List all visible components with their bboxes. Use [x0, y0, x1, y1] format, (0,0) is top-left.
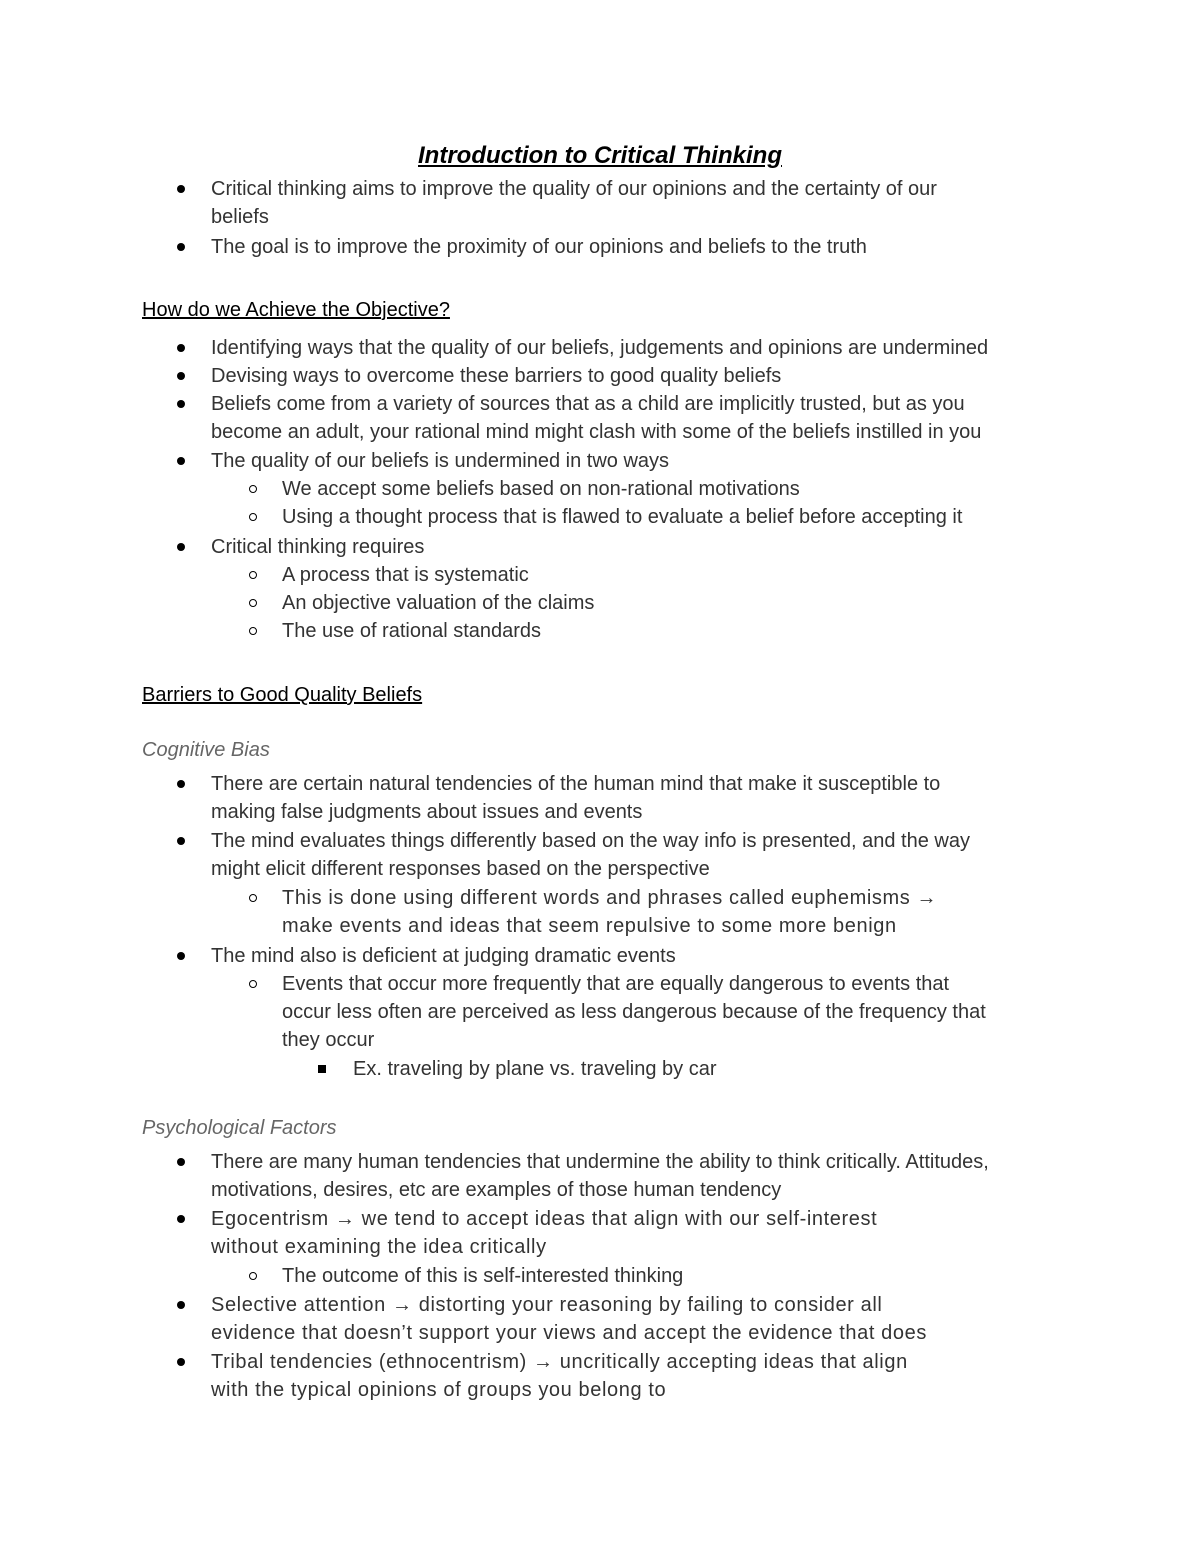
objective-bullet-3-line-1: Beliefs come from a variety of sources that as a child are implicitly trusted, but as you [211, 393, 965, 415]
objective-bullet-1: Identifying ways that the quality of our beliefs, judgements and opinions are undermined [211, 337, 989, 359]
cognitive-bullet-2-sub-line-2: make events and ideas that seem repulsive to some more benign [282, 915, 897, 937]
psychological-bullet-1-line-1: There are many human tendencies that undermine the ability to think critically. Attitudes, [211, 1151, 989, 1173]
objective-bullet-4-sub-2: Using a thought process that is flawed to evaluate a belief before accepting it [282, 506, 963, 528]
intro-bullet-2: The goal is to improve the proximity of our opinions and beliefs to the truth [211, 236, 867, 258]
hollow-bullet-icon [249, 894, 257, 902]
barriers-heading: Barriers to Good Quality Beliefs [142, 684, 423, 706]
hollow-bullet-icon [249, 980, 257, 988]
bullet-icon [177, 780, 185, 788]
hollow-bullet-icon [249, 627, 257, 635]
cognitive-bullet-3-sub-line-1: Events that occur more frequently that are equally dangerous to events that [282, 973, 950, 995]
objective-bullet-4: The quality of our beliefs is undermined in two ways [211, 450, 670, 472]
psychological-bullet-3-line-2: evidence that doesn’t support your views and accept the evidence that does [211, 1322, 927, 1344]
psychological-bullet-2-sub: The outcome of this is self-interested thinking [282, 1265, 684, 1287]
bullet-icon [177, 400, 185, 408]
psychological-bullet-2-line-1: Egocentrism → we tend to accept ideas that align with our self-interest [211, 1208, 878, 1230]
bullet-icon [177, 1215, 185, 1223]
hollow-bullet-icon [249, 571, 257, 579]
bullet-icon [177, 1358, 185, 1366]
objective-bullet-2: Devising ways to overcome these barriers to good quality beliefs [211, 365, 782, 387]
bullet-icon [177, 952, 185, 960]
bullet-icon [177, 543, 185, 551]
cognitive-bullet-2-line-2: might elicit different responses based on the perspective [211, 858, 710, 880]
hollow-bullet-icon [249, 599, 257, 607]
psychological-bullet-4-line-2: with the typical opinions of groups you belong to [211, 1379, 667, 1401]
bullet-icon [177, 185, 185, 193]
intro-bullet-1-line-1: Critical thinking aims to improve the quality of our opinions and the certainty of our [211, 178, 937, 200]
objective-bullet-3-line-2: become an adult, your rational mind might clash with some of the beliefs instilled in you [211, 421, 982, 443]
objective-bullet-4-sub-1: We accept some beliefs based on non-rational motivations [282, 478, 800, 500]
psychological-bullet-3-line-1: Selective attention → distorting your reasoning by failing to consider all [211, 1294, 883, 1316]
psychological-bullet-1-line-2: motivations, desires, etc are examples of those human tendency [211, 1179, 782, 1201]
objective-bullet-5-sub-2: An objective valuation of the claims [282, 592, 595, 614]
cognitive-bullet-2-line-1: The mind evaluates things differently based on the way info is presented, and the way [211, 830, 970, 852]
cognitive-bullet-1-line-2: making false judgments about issues and events [211, 801, 643, 823]
intro-bullet-1-line-2: beliefs [211, 206, 269, 228]
bullet-icon [177, 1158, 185, 1166]
hollow-bullet-icon [249, 1272, 257, 1280]
bullet-icon [177, 837, 185, 845]
cognitive-bullet-1-line-1: There are certain natural tendencies of the human mind that make it susceptible to [211, 773, 941, 795]
objective-heading: How do we Achieve the Objective? [142, 299, 450, 321]
psychological-factors-subheading: Psychological Factors [142, 1117, 337, 1139]
cognitive-bullet-3: The mind also is deficient at judging dramatic events [211, 945, 676, 967]
document-title: Introduction to Critical Thinking [418, 142, 782, 169]
cognitive-bias-subheading: Cognitive Bias [142, 739, 270, 761]
psychological-bullet-2-line-2: without examining the idea critically [211, 1236, 547, 1258]
bullet-icon [177, 372, 185, 380]
hollow-bullet-icon [249, 513, 257, 521]
objective-bullet-5-sub-1: A process that is systematic [282, 564, 529, 586]
cognitive-bullet-3-sub-line-2: occur less often are perceived as less dangerous because of the frequency that [282, 1001, 986, 1023]
bullet-icon [177, 457, 185, 465]
cognitive-bullet-3-sub-line-3: they occur [282, 1029, 375, 1051]
cognitive-bullet-2-sub-line-1: This is done using different words and phrases called euphemisms → [282, 887, 938, 909]
bullet-icon [177, 1301, 185, 1309]
bullet-icon [177, 344, 185, 352]
objective-bullet-5: Critical thinking requires [211, 536, 425, 558]
square-bullet-icon [318, 1065, 326, 1073]
psychological-bullet-4-line-1: Tribal tendencies (ethnocentrism) → uncritically accepting ideas that align [211, 1351, 908, 1373]
hollow-bullet-icon [249, 485, 257, 493]
bullet-icon [177, 243, 185, 251]
objective-bullet-5-sub-3: The use of rational standards [282, 620, 542, 642]
cognitive-bullet-3-subsub: Ex. traveling by plane vs. traveling by car [353, 1058, 717, 1080]
